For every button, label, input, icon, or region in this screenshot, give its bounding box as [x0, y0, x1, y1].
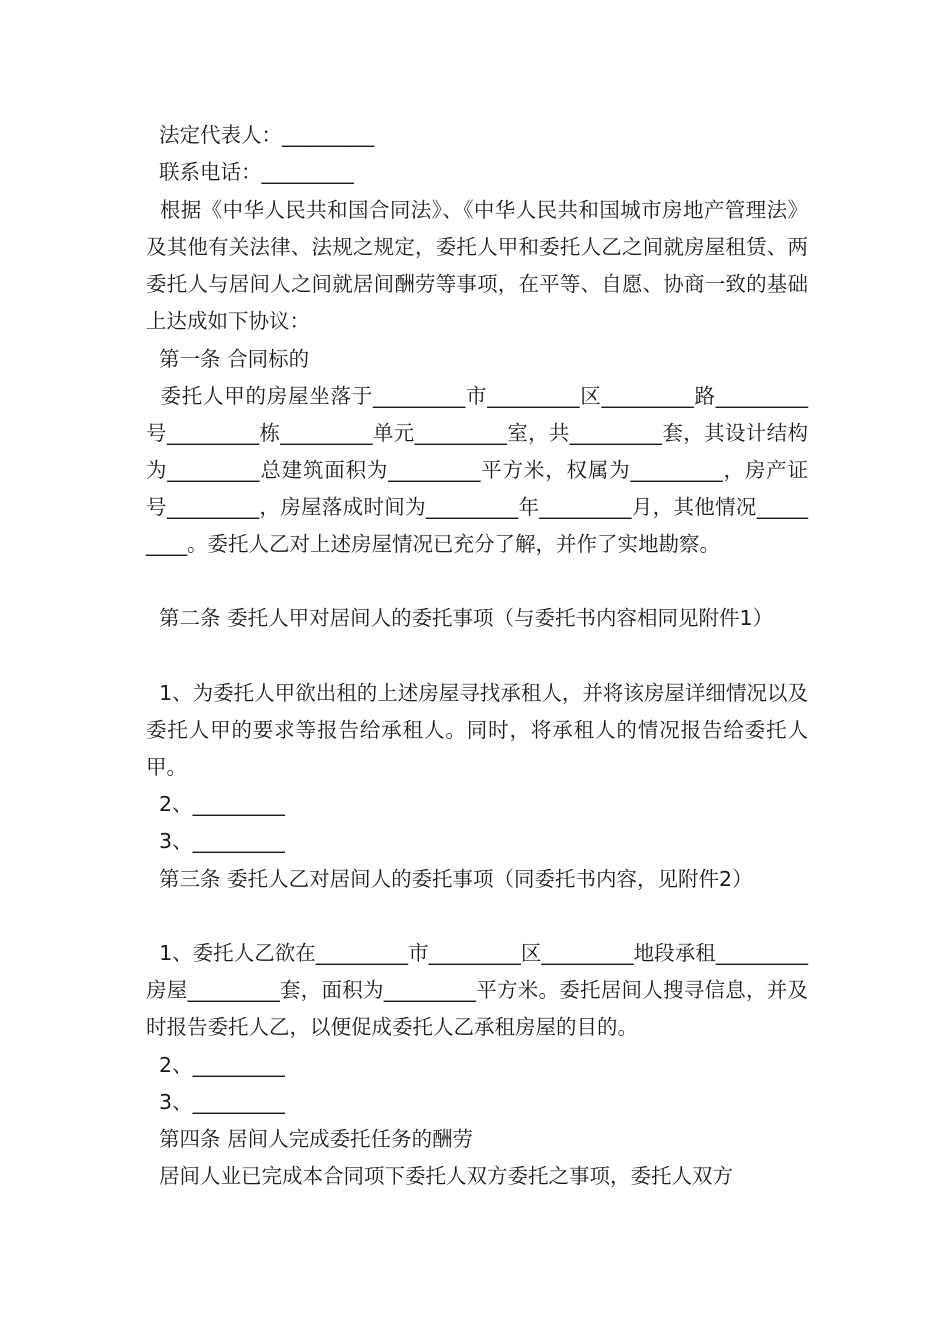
article-3-item-2: 2、_________	[146, 1053, 285, 1077]
preamble-paragraph: 根据《中华人民共和国合同法》、《中华人民共和国城市房地产管理法》及其他有关法律、法规之规定，委托人甲和委托人乙之间就房屋租赁、两委托人与居间人之间就居间酬劳等事项，在平等、自愿、协商一致的基础上达成如下协议：	[146, 198, 808, 333]
article-2-item-2: 2、_________	[146, 792, 285, 816]
article-4-body: 居间人业已完成本合同项下委托人双方委托之事项，委托人双方	[146, 1164, 734, 1188]
article-2-item-1: 1、为委托人甲欲出租的上述房屋寻找承租人，并将该房屋详细情况以及委托人甲的要求等报告给承租人。同时，将承租人的情况报告给委托人甲。	[146, 681, 808, 779]
article-1-body: 委托人甲的房屋坐落于_________市_________区_________路_________号_________栋_________单元_________室，共_________套，其设计结构为_________总建筑面积为_________平方米，权属为_________，房产证号_________，房屋落成时间为_________年_________月，其他情况_________。委托人乙对上述房屋情况已充分了解，并作了实地勘察。	[146, 384, 808, 556]
legal-representative-line: 法定代表人：_________	[146, 123, 375, 147]
article-3-heading: 第三条 委托人乙对居间人的委托事项（同委托书内容，见附件2）	[146, 867, 753, 891]
article-2-item-3: 3、_________	[146, 829, 285, 853]
article-3-item-1: 1、委托人乙欲在_________市_________区_________地段承租_________房屋_________套，面积为_________平方米。委托居间人搜寻信息，并及时报告委托人乙，以便促成委托人乙承租房屋的目的。	[146, 941, 808, 1039]
contact-phone-line: 联系电话：_________	[146, 160, 354, 184]
article-3-item-3: 3、_________	[146, 1090, 285, 1114]
article-4-heading: 第四条 居间人完成委托任务的酬劳	[146, 1127, 474, 1151]
article-1-heading: 第一条 合同标的	[146, 347, 310, 371]
article-2-heading: 第二条 委托人甲对居间人的委托事项（与委托书内容相同见附件1）	[146, 606, 774, 630]
